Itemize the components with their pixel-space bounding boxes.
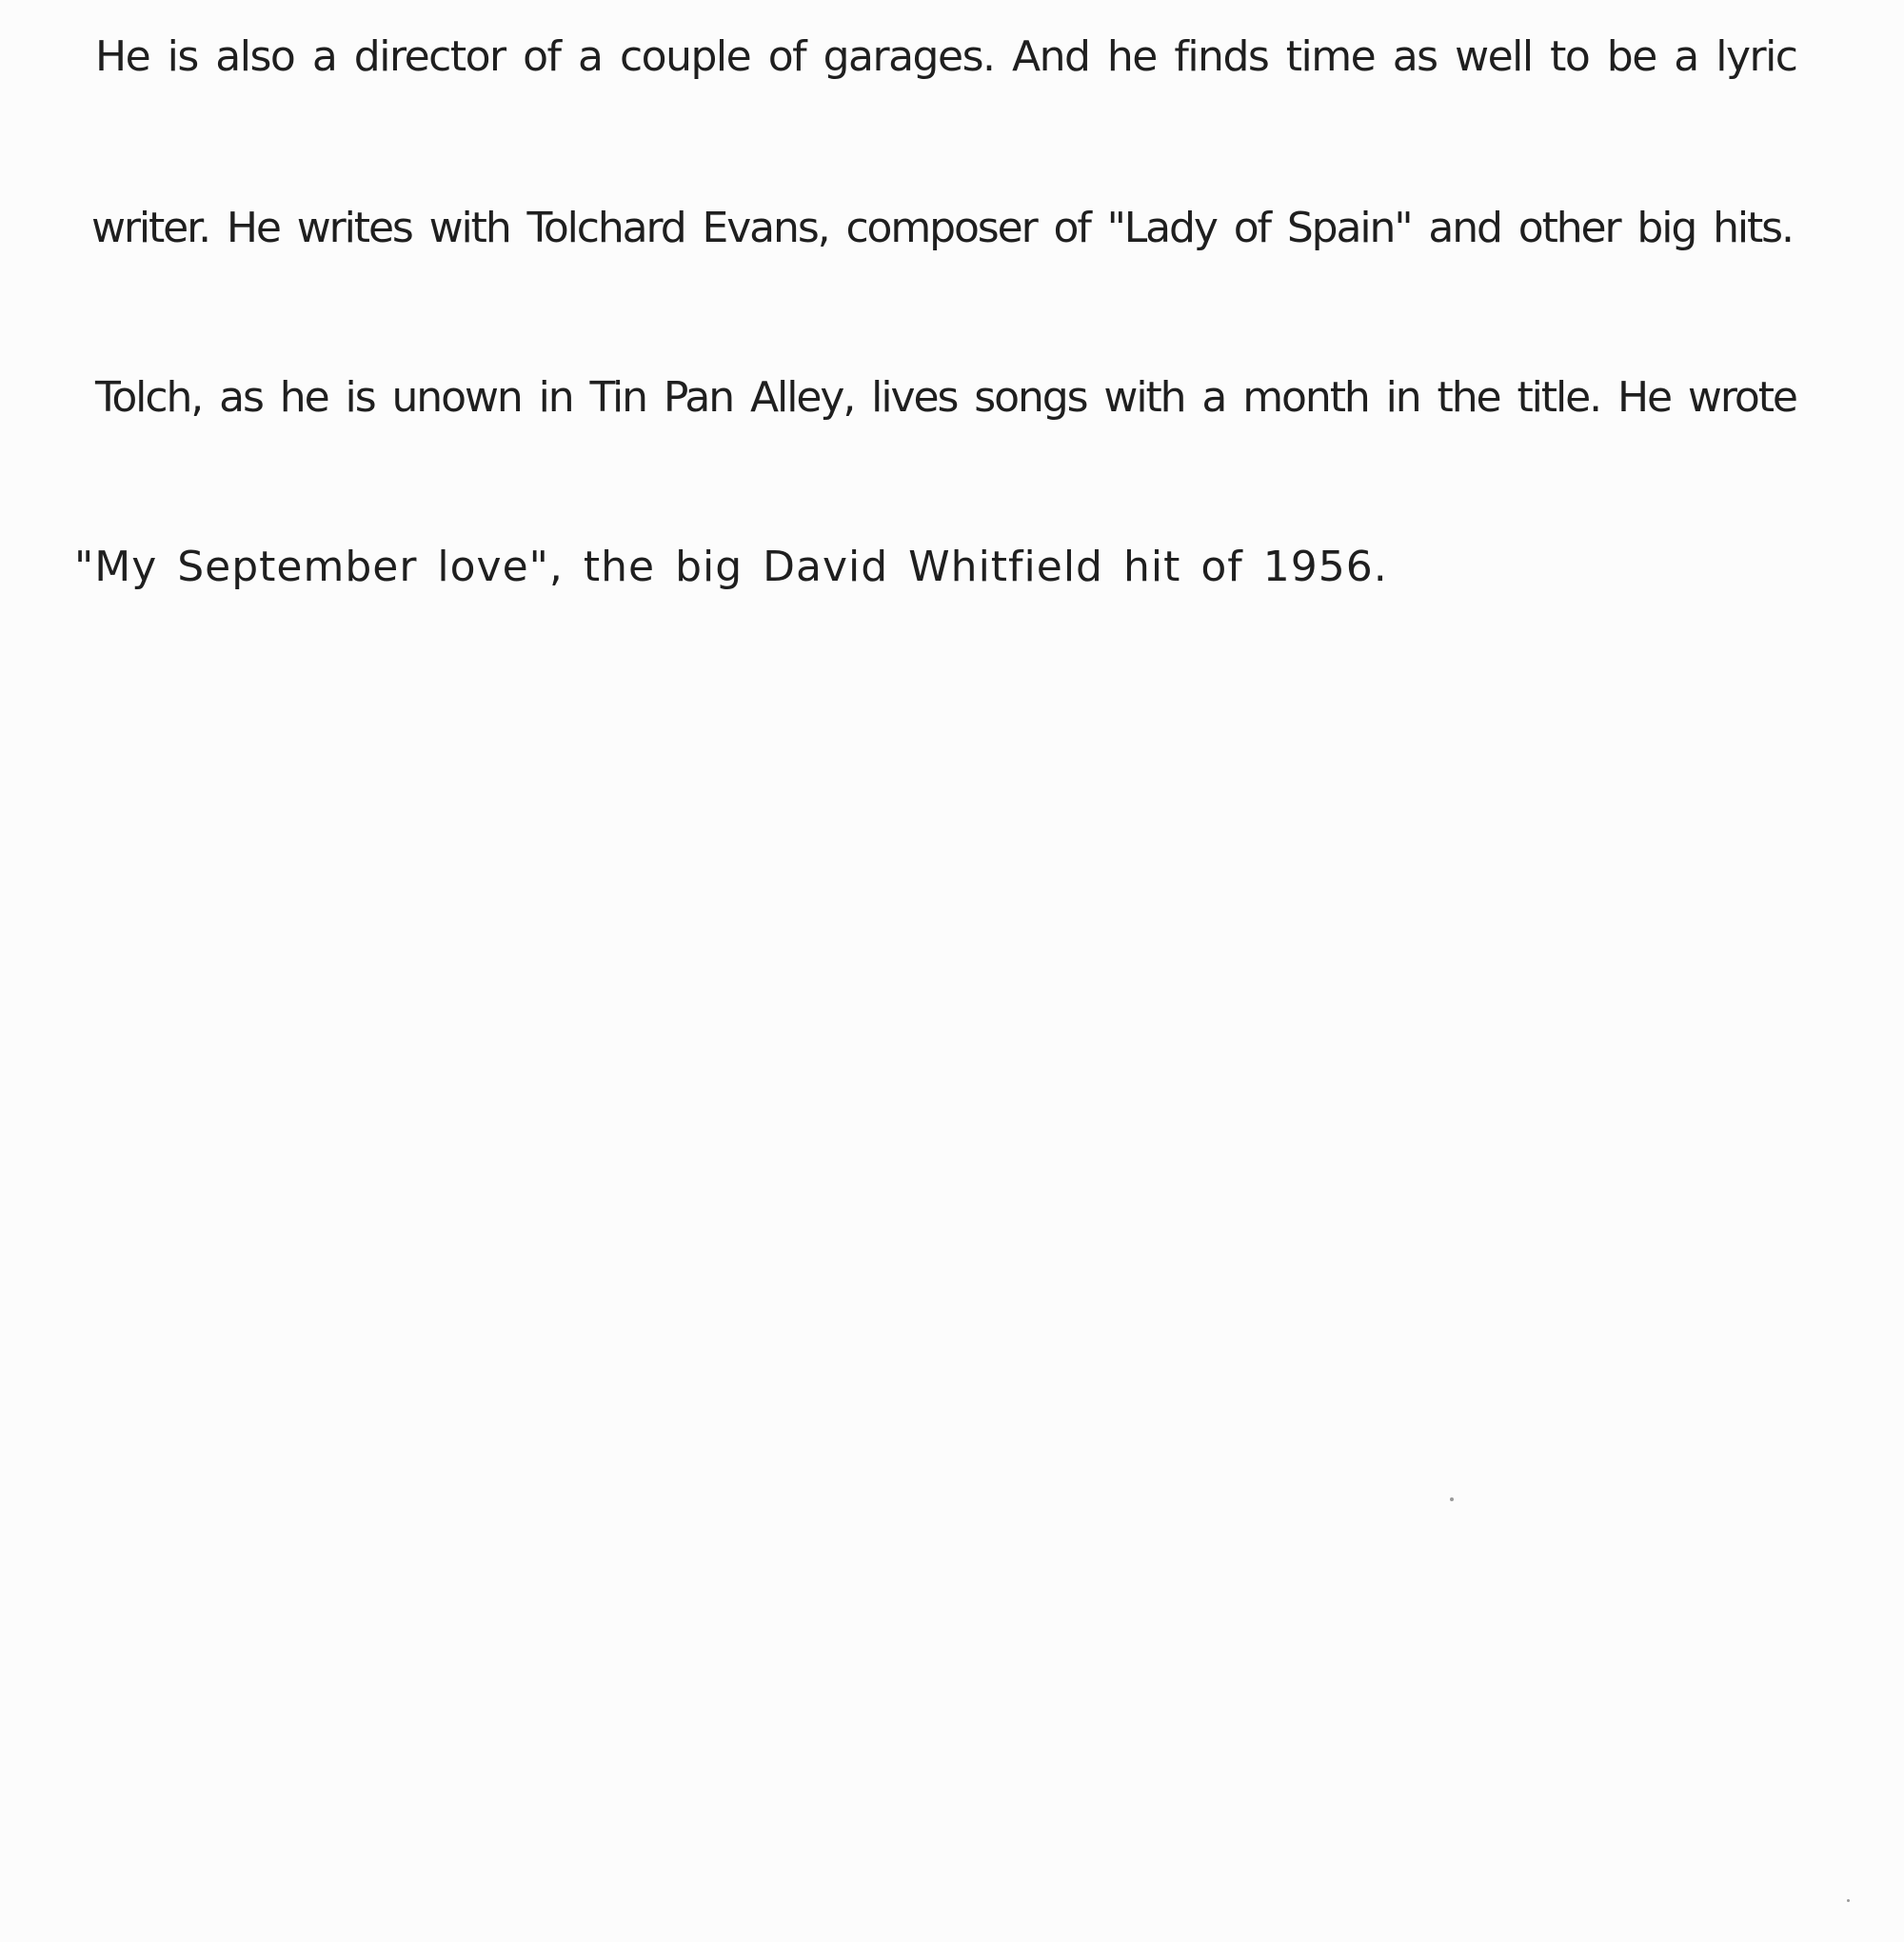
text-line-1: He is also a director of a couple of garages. And he finds time as well to be a lyric xyxy=(95,32,1797,81)
text-line-3: Tolch, as he is unown in Tin Pan Alley, lives songs with a month in the title. He wrote xyxy=(95,373,1796,422)
text-line-4: "My September love", the big David Whitfield hit of 1956. xyxy=(74,543,1388,591)
text-line-2: writer. He writes with Tolchard Evans, composer of "Lady of Spain" and other big hits. xyxy=(91,204,1793,252)
paper-speck xyxy=(1450,1497,1454,1501)
paper-speck xyxy=(1847,1899,1850,1902)
